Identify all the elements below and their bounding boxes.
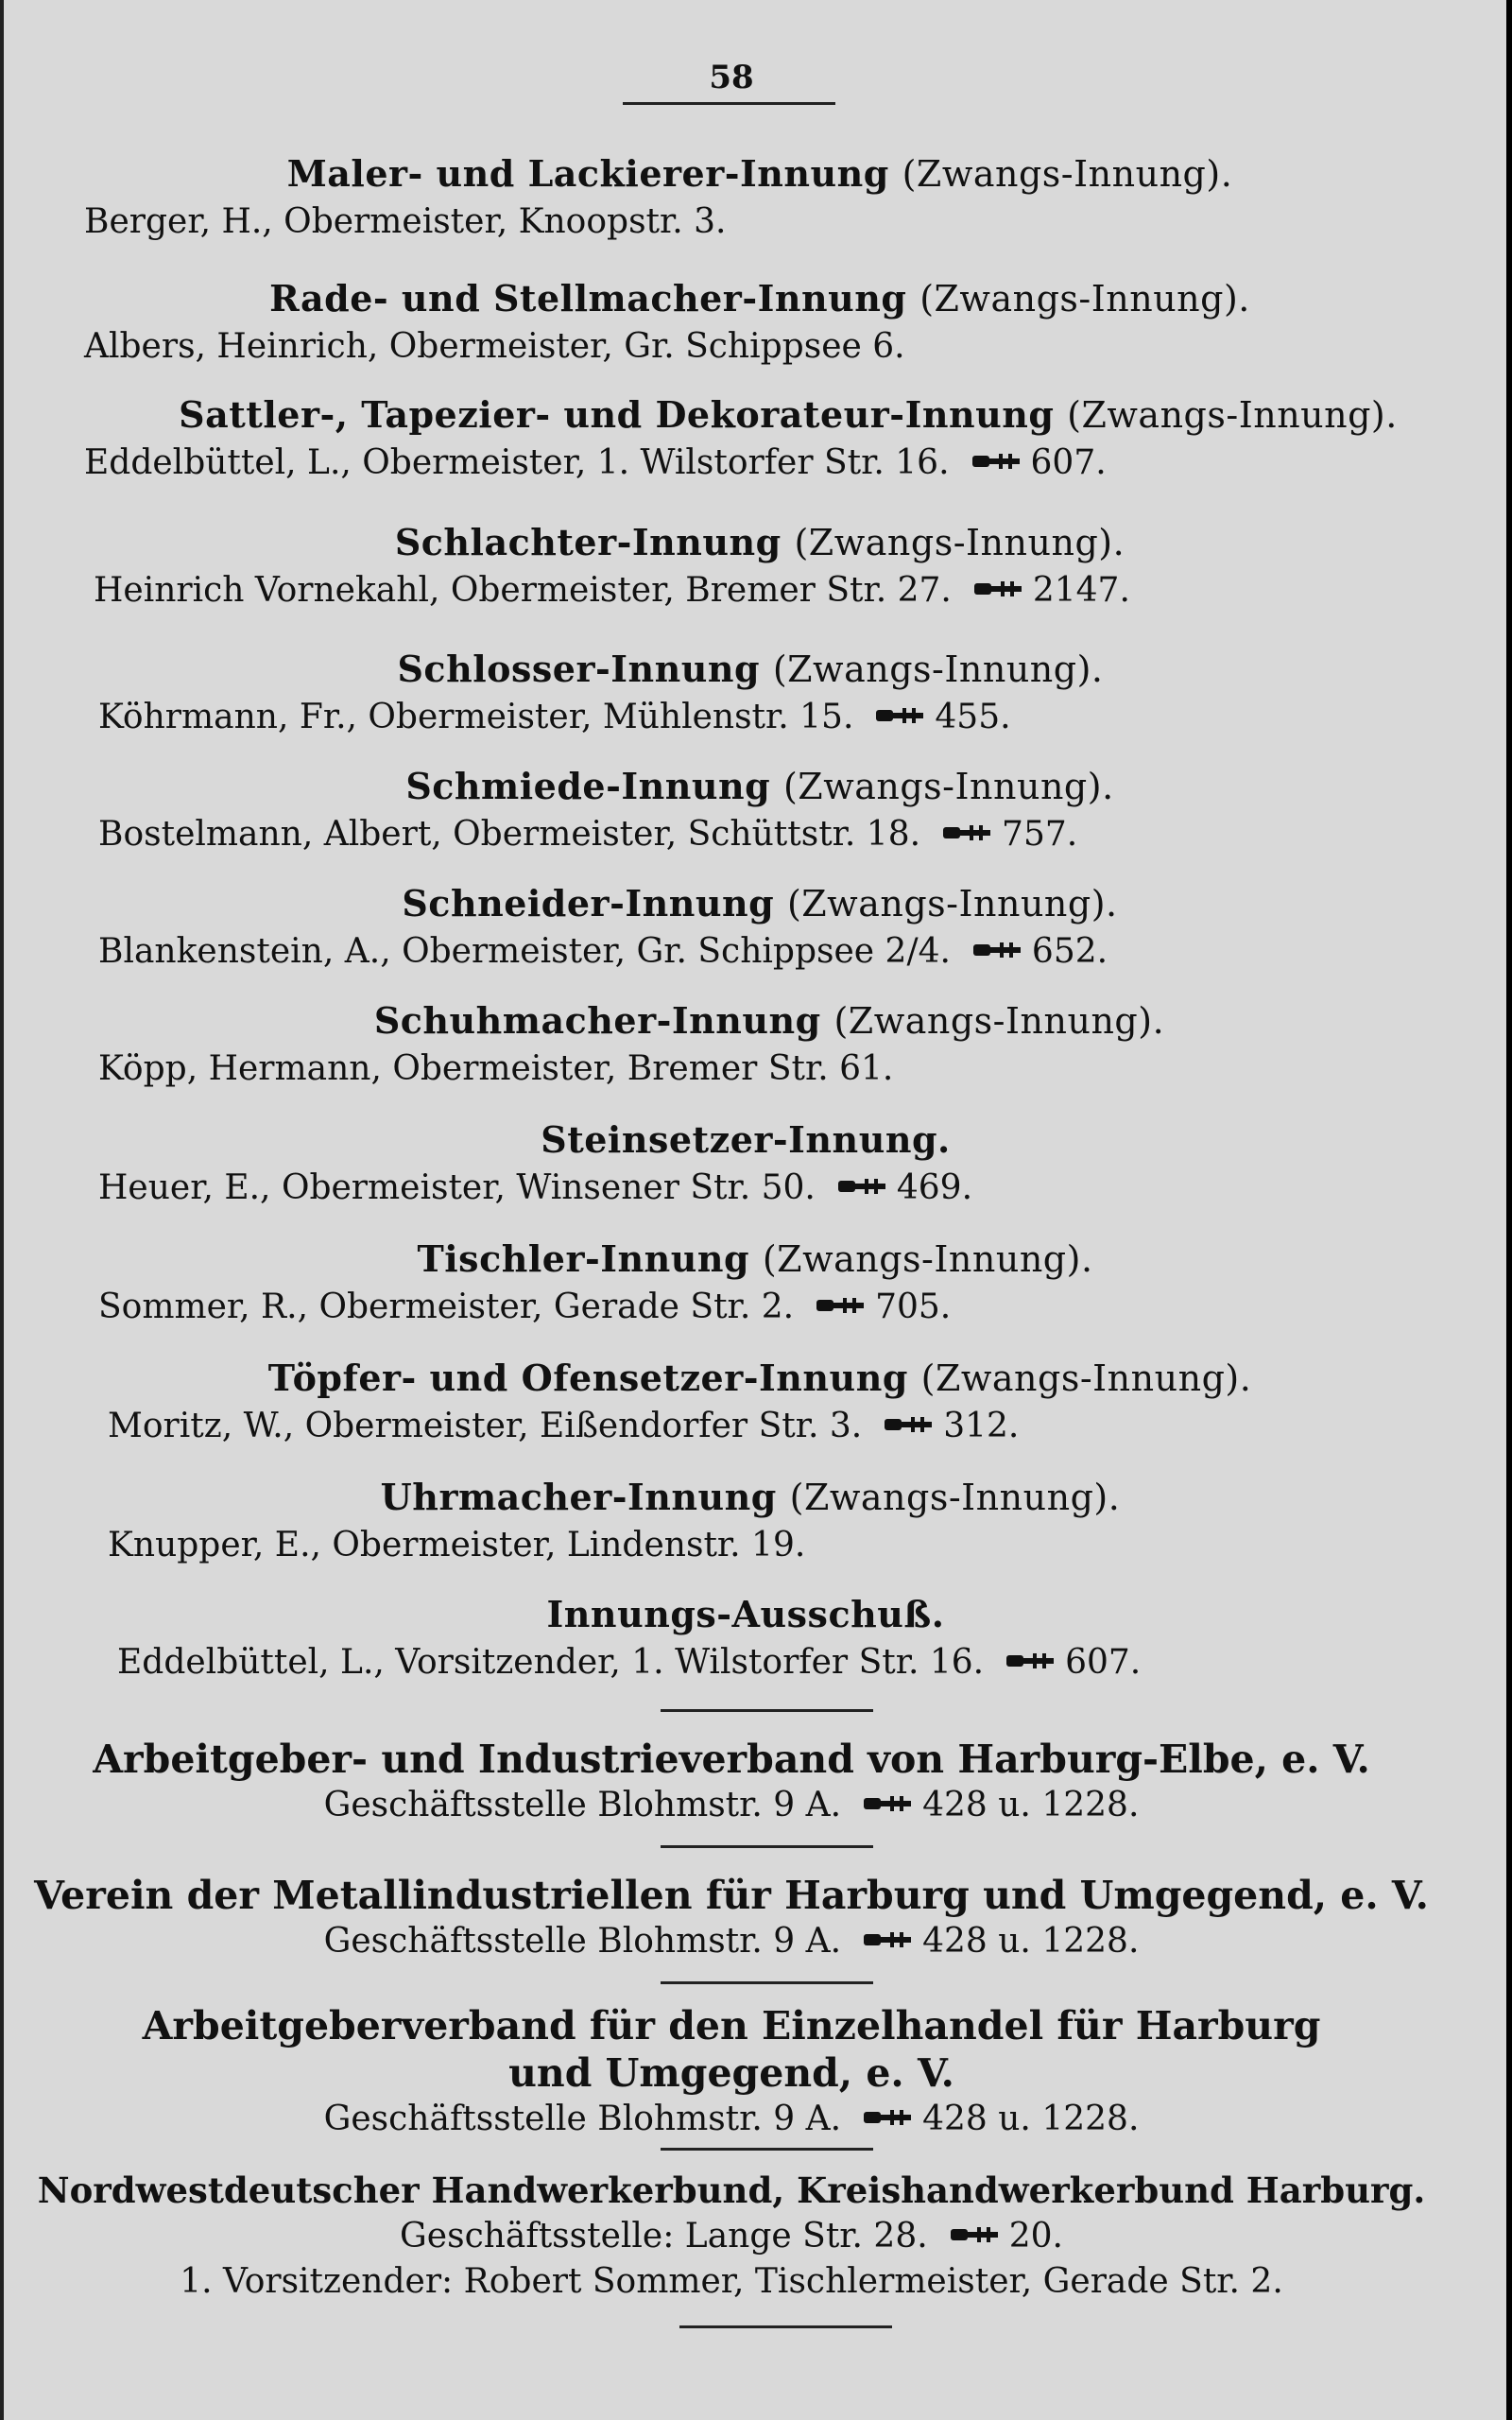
phone-number: 607. [1030,443,1107,482]
guild-person: Heuer, E., Obermeister, Winsener Str. 50. [98,1168,816,1207]
guild-person: Berger, H., Obermeister, Knoopstr. 3. [84,202,727,241]
phone-number: 312. [943,1407,1020,1445]
guild-title: Schlosser-Innung [397,648,761,690]
association-entry [4,1736,1459,1828]
guild-entry [4,149,1459,246]
telephone-icon [836,1178,889,1195]
phone-number: 428 u. 1228. [922,2100,1140,2138]
guild-entry [4,1354,1459,1450]
header-rule [623,102,835,105]
guild-note: (Zwangs-Innung). [919,278,1250,320]
guild-note: (Zwangs-Innung). [762,1238,1093,1280]
guild-entry [4,274,1459,371]
guild-person: Albers, Heinrich, Obermeister, Gr. Schippsee 6. [84,327,905,366]
association-office: Geschäftsstelle Blohmstr. 9 A. [323,1786,842,1824]
phone-number: 607. [1065,1643,1142,1682]
telephone-icon [862,2109,915,2126]
guild-note: (Zwangs-Innung). [782,766,1114,807]
guild-person: Blankenstein, A., Obermeister, Gr. Schippsee 2/4. [98,932,951,971]
guild-title: Schuhmacher-Innung [373,999,821,1042]
association-office: Geschäftsstelle Blohmstr. 9 A. [323,2100,842,2138]
guild-entry [4,645,1459,741]
guild-title: Rade- und Stellmacher-Innung [269,277,907,320]
guild-note: (Zwangs-Innung). [786,883,1118,925]
phone-number: 428 u. 1228. [922,1922,1140,1961]
guild-entry [4,879,1459,976]
telephone-icon [971,942,1024,959]
final-chair: 1. Vorsitzender: Robert Sommer, Tischlermeister, Gerade Str. 2. [180,2262,1283,2301]
phone-number: 455. [935,698,1011,736]
guild-entry [4,1473,1459,1569]
guild-entry [4,390,1459,487]
guild-title: Innungs-Ausschuß. [546,1593,945,1635]
guild-note: (Zwangs-Innung). [789,1477,1121,1518]
guild-title: Sattler-, Tapezier- und Dekorateur-Innung [179,393,1055,436]
footer-rule [679,2325,892,2328]
guild-note: (Zwangs-Innung). [772,648,1104,690]
guild-person: Sommer, R., Obermeister, Gerade Str. 2. [98,1288,795,1326]
guild-title: Schlachter-Innung [394,521,782,563]
section-rule [661,2148,873,2151]
guild-entry [4,1235,1459,1331]
section-rule [661,1845,873,1848]
guild-entry [4,762,1459,858]
phone-number: 652. [1031,932,1108,971]
telephone-icon [862,1931,915,1948]
phone-number: 469. [896,1168,973,1207]
telephone-icon [815,1297,868,1314]
telephone-icon [941,824,994,841]
guild-person: Eddelbüttel, L., Obermeister, 1. Wilstorfer Str. 16. [84,443,950,482]
guild-person: Eddelbüttel, L., Vorsitzender, 1. Wilstorfer Str. 16. [117,1643,985,1682]
guild-note: (Zwangs-Innung). [833,1000,1165,1042]
phone-number: 428 u. 1228. [922,1786,1140,1824]
guild-title: Maler- und Lackierer-Innung [286,152,889,195]
final-title: Nordwestdeutscher Handwerkerbund, Kreishandwerkerbund Harburg. [37,2169,1426,2211]
association-entry [4,1872,1459,1964]
guild-title: Tischler-Innung [417,1237,750,1280]
guild-person: Bostelmann, Albert, Obermeister, Schüttstr. 18. [98,815,921,854]
guild-person: Köpp, Hermann, Obermeister, Bremer Str. 61. [98,1049,894,1088]
telephone-icon [971,453,1023,470]
guild-entry [4,1115,1459,1212]
guild-title: Töpfer- und Ofensetzer-Innung [267,1357,908,1399]
guild-title: Steinsetzer-Innung. [541,1118,951,1161]
guild-note: (Zwangs-Innung). [920,1357,1252,1399]
association-title: Verein der Metallindustriellen für Harburg und Umgegend, e. V. [34,1873,1429,1918]
association-entry [4,2167,1459,2305]
guild-title: Schmiede-Innung [405,765,771,807]
section-rule [661,1981,873,1984]
telephone-icon [874,707,927,724]
final-office: Geschäftsstelle: Lange Str. 28. [400,2217,928,2256]
telephone-icon [883,1416,936,1433]
telephone-icon [972,580,1025,597]
guild-entry [4,518,1459,614]
section-rule [661,1709,873,1712]
guild-note: (Zwangs-Innung). [794,522,1125,563]
telephone-icon [949,2226,1002,2243]
guild-person: Heinrich Vornekahl, Obermeister, Bremer Str. 27. [94,571,952,610]
guild-title: Schneider-Innung [402,882,775,925]
guild-entry [4,1590,1459,1686]
association-entry [4,2002,1459,2142]
telephone-icon [1005,1652,1057,1669]
guild-person: Köhrmann, Fr., Obermeister, Mühlenstr. 15. [98,698,854,736]
association-title-cont: und Umgegend, e. V. [508,2050,954,2096]
association-office: Geschäftsstelle Blohmstr. 9 A. [323,1922,842,1961]
phone-number: 20. [1008,2217,1063,2256]
guild-note: (Zwangs-Innung). [902,153,1233,195]
guild-person: Knupper, E., Obermeister, Lindenstr. 19. [108,1526,806,1564]
telephone-icon [862,1795,915,1812]
guild-title: Uhrmacher-Innung [380,1476,777,1518]
association-title: Arbeitgeberverband für den Einzelhandel für Harburg [142,2003,1321,2048]
phone-number: 2147. [1032,571,1130,610]
page-number: 58 [709,59,754,96]
guild-note: (Zwangs-Innung). [1067,394,1398,436]
association-title: Arbeitgeber- und Industrieverband von Harburg-Elbe, e. V. [93,1737,1370,1782]
guild-person: Moritz, W., Obermeister, Eißendorfer Str. 3. [108,1407,863,1445]
phone-number: 757. [1002,815,1078,854]
guild-entry [4,996,1459,1093]
phone-number: 705. [875,1288,952,1326]
